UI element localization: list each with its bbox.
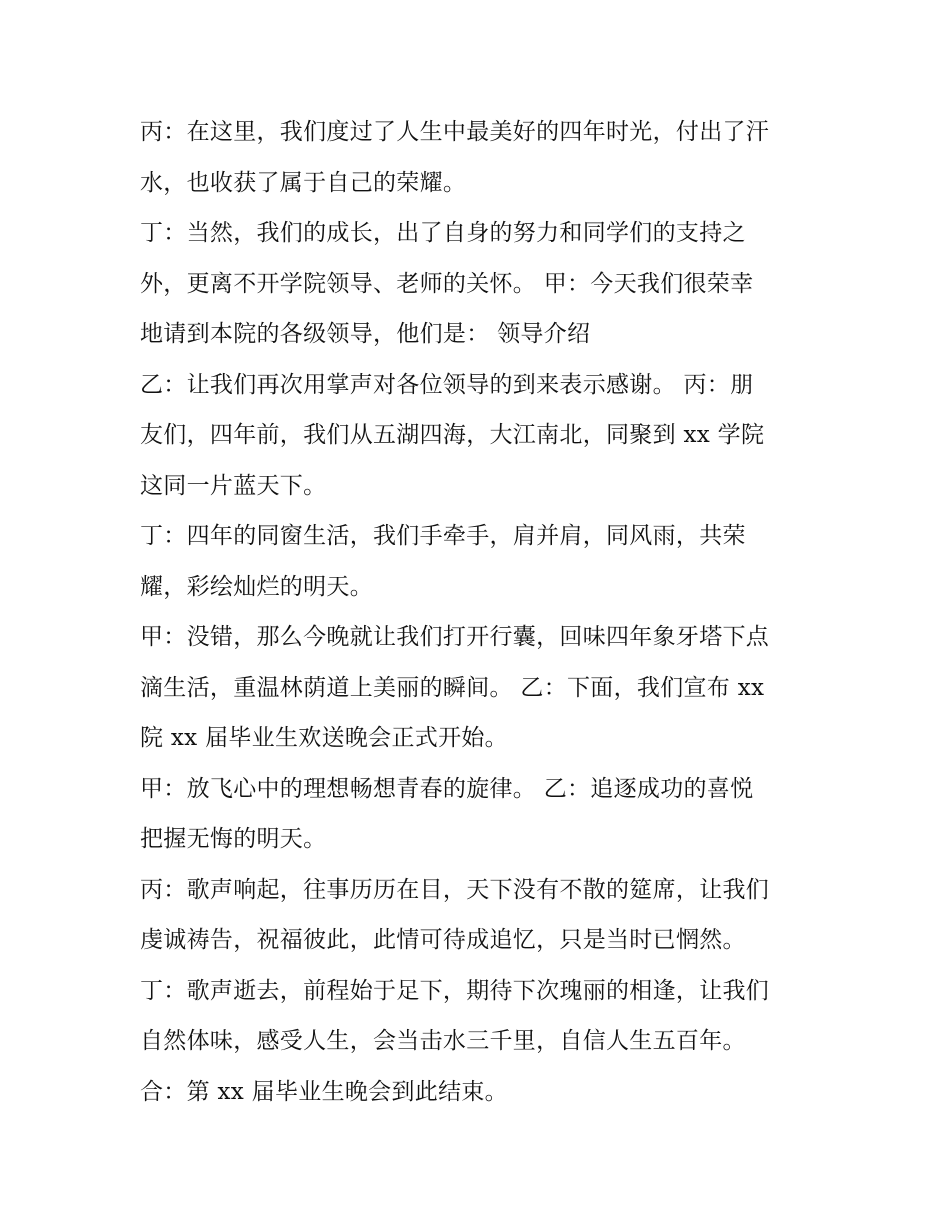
text-line: 把握无悔的明天。 — [140, 826, 327, 852]
text-line: 甲：放飞心中的理想畅想青春的旋律。 乙：追逐成功的喜悦 — [140, 775, 754, 802]
document-body — [140, 107, 820, 1117]
text-line: 水，也收获了属于自己的荣耀。 — [140, 169, 467, 196]
text-line: 友们，四年前，我们从五湖四海，大江南北，同聚到 xx 学院 — [140, 422, 765, 448]
text-line: 地请到本院的各级领导，他们是： 领导介绍 — [140, 321, 591, 347]
text-line: 乙：让我们再次用掌声对各位领导的到来表示感谢。 丙：朋 — [140, 371, 754, 398]
text-line: 这同一片蓝天下。 — [140, 472, 327, 499]
text-line: 丙：歌声响起，往事历历在目，天下没有不散的筵席，让我们 — [140, 876, 770, 903]
text-line: 虔诚祷告，祝福彼此，此情可待成追忆，只是当时已惘然。 — [140, 927, 746, 953]
text-line: 滴生活，重温林荫道上美丽的瞬间。 乙：下面，我们宣布 xx — [140, 674, 765, 701]
text-line: 院 xx 届毕业生欢送晚会正式开始。 — [140, 725, 508, 751]
text-line: 丁：四年的同窗生活，我们手牵手，肩并肩，同风雨，共荣 — [140, 523, 746, 549]
text-line: 丙：在这里，我们度过了人生中最美好的四年时光，付出了汗 — [140, 119, 770, 145]
text-line: 自然体味，感受人生，会当击水三千里，自信人生五百年。 — [140, 1028, 746, 1054]
text-line: 丁：歌声逝去，前程始于足下，期待下次瑰丽的相逢，让我们 — [140, 977, 770, 1004]
text-line: 甲：没错，那么今晚就让我们打开行囊，回味四年象牙塔下点 — [140, 624, 770, 650]
text-line: 外，更离不开学院领导、老师的关怀。 甲：今天我们很荣幸 — [140, 270, 754, 297]
text-line: 丁：当然，我们的成长，出了自身的努力和同学们的支持之 — [140, 220, 746, 246]
text-line: 耀，彩绘灿烂的明天。 — [140, 573, 373, 600]
text-line: 合：第 xx 届毕业生晚会到此结束。 — [140, 1078, 508, 1105]
